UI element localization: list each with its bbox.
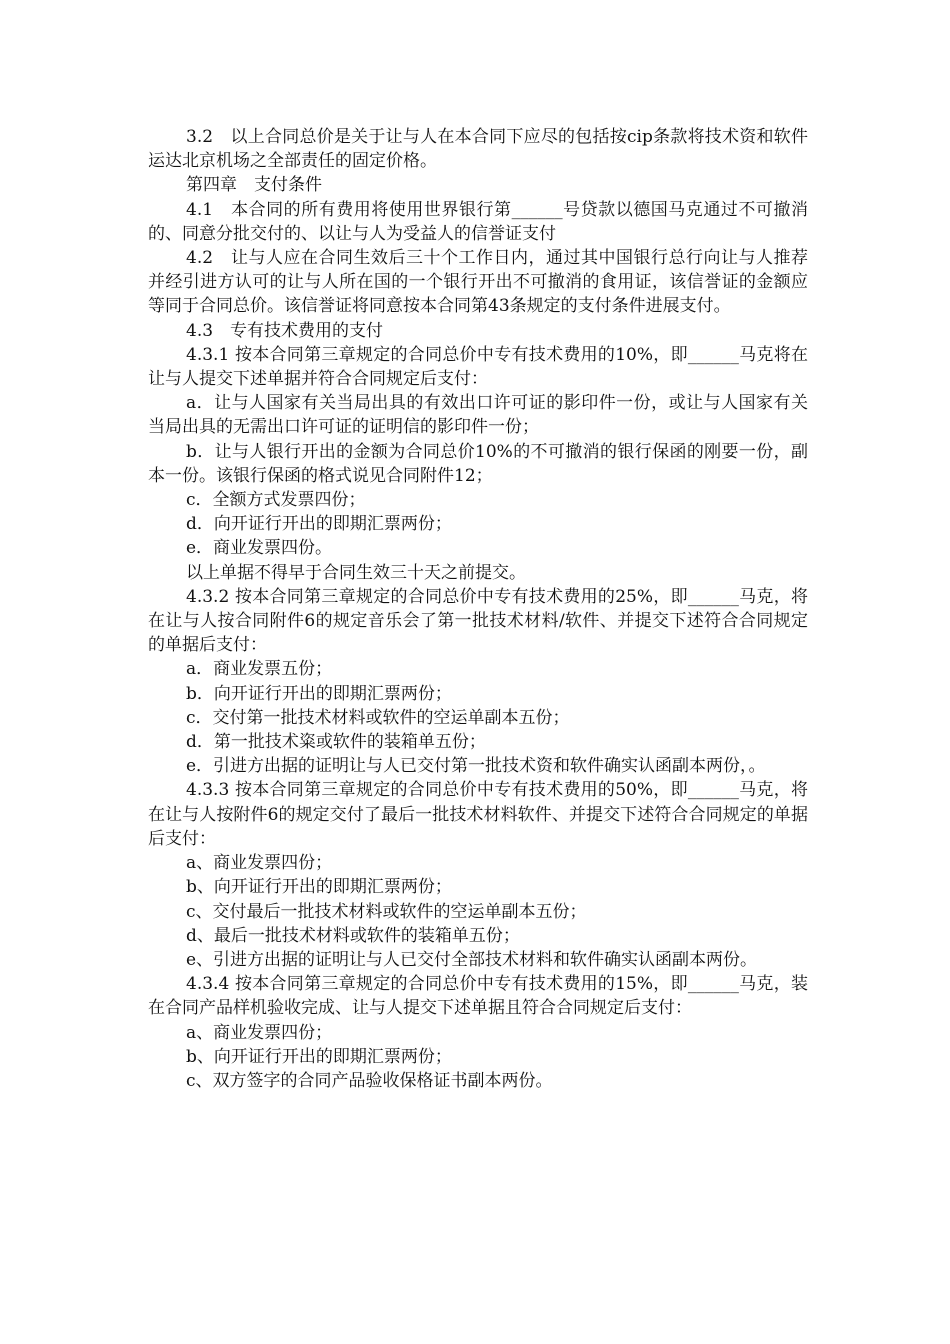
- list-item: b．向开证行开出的即期汇票两份；: [186, 683, 452, 704]
- paragraph-4-2: 4.2 让与人应在合同生效后三十个工作日内，通过其中国银行总行向让与人推荐并经引进方认可的让与人所在国的一个银行开出不可撤消的食用证，该信誉证的金额应等同于合同总价。该信誉证将同意按本合同第43条规定的支付条件进展支付。: [148, 248, 808, 317]
- list-item: d．向开证行开出的即期汇票两份；: [186, 514, 452, 535]
- paragraph-4-3-3: 4.3.3 按本合同第三章规定的合同总价中专有技术费用的50%，即______马克，将在让与人按附件6的规定交付了最后一批技术材料软件、并提交下述符合合同规定的单据后支付：: [148, 780, 808, 849]
- list-item: e、引进方出据的证明让与人已交付全部技术材料和软件确实认函副本两份。: [186, 949, 758, 970]
- note-paragraph: 以上单据不得早于合同生效三十天之前提交。: [186, 562, 526, 583]
- paragraph-4-3-4: 4.3.4 按本合同第三章规定的合同总价中专有技术费用的15%，即______马克，装在合同产品样机验收完成、让与人提交下述单据且符合合同规定后支付：: [148, 974, 808, 1019]
- list-item: d、最后一批技术材料或软件的装箱单五份；: [186, 925, 520, 946]
- document-body: [148, 125, 808, 1093]
- list-item: d．第一批技术粢或软件的装箱单五份；: [186, 732, 486, 753]
- list-item: a、商业发票四份；: [186, 1022, 333, 1043]
- list-item: c、交付最后一批技术材料或软件的空运单副本五份；: [186, 901, 587, 922]
- paragraph-4-1: 4.1 本合同的所有费用将使用世界银行第______号贷款以德国马克通过不可撤消的、同意分批交付的、以让与人为受益人的信誉证支付: [148, 199, 808, 244]
- list-item: b．让与人银行开出的金额为合同总价10%的不可撤消的银行保函的刚要一份，副本一份。该银行保函的格式说见合同附件12；: [148, 441, 808, 486]
- paragraph-4-3-2: 4.3.2 按本合同第三章规定的合同总价中专有技术费用的25%，即______马克，将在让与人按合同附件6的规定音乐会了第一批技术材料/软件、并提交下述符合合同规定的单据后支付：: [148, 586, 808, 656]
- list-item: c、双方签字的合同产品验收保格证书副本两份。: [186, 1070, 553, 1091]
- chapter-4-heading: 第四章 支付条件: [186, 175, 322, 196]
- list-item: a．商业发票五份；: [186, 659, 333, 680]
- paragraph-3-2: 3.2 以上合同总价是关于让与人在本合同下应尽的包括按cip条款将技术资和软件运达北京机场之全部责任的固定价格。: [148, 127, 808, 172]
- paragraph-4-3-1: 4.3.1 按本合同第三章规定的合同总价中专有技术费用的10%，即______马克将在让与人提交下述单据并符合合同规定后支付：: [148, 344, 808, 390]
- section-4-3-heading: 4.3 专有技术费用的支付: [186, 320, 384, 341]
- list-item: b、向开证行开出的即期汇票两份；: [186, 877, 452, 898]
- list-item: c．全额方式发票四份；: [186, 490, 366, 511]
- list-item: a、商业发票四份；: [186, 853, 333, 874]
- list-item: c．交付第一批技术材料或软件的空运单副本五份；: [186, 707, 570, 728]
- list-item: b、向开证行开出的即期汇票两份；: [186, 1046, 452, 1067]
- list-item: e．引进方出据的证明让与人已交付第一批技术资和软件确实认函副本两份，。: [186, 756, 766, 777]
- list-item: a．让与人国家有关当局出具的有效出口许可证的影印件一份，或让与人国家有关当局出具的无需出口许可证的证明信的影印件一份；: [148, 393, 808, 438]
- list-item: e．商业发票四份。: [186, 538, 333, 559]
